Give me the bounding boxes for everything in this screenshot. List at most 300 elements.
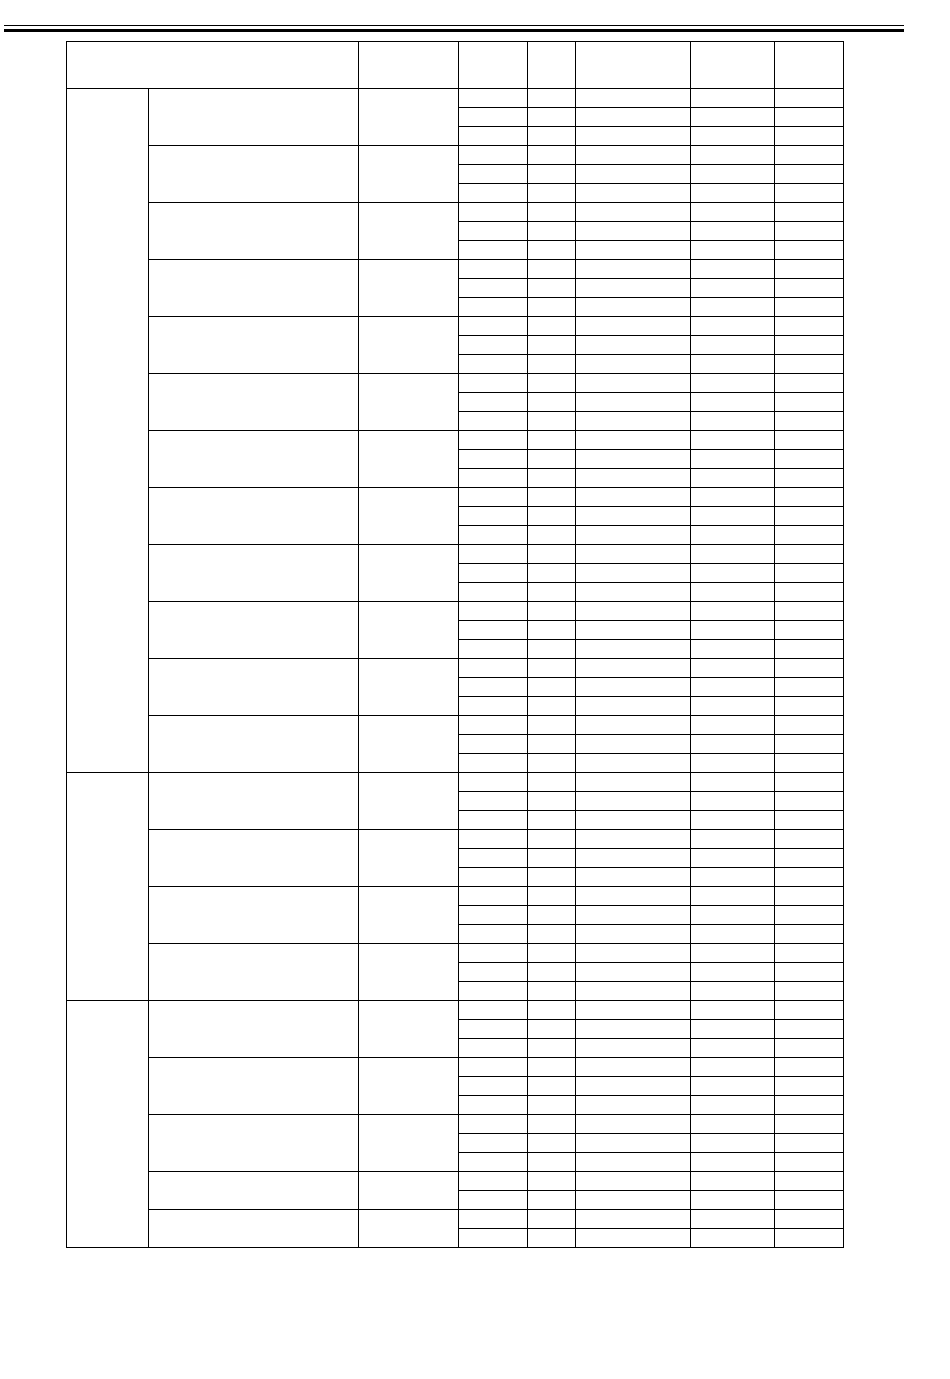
group-name-cell (149, 203, 359, 260)
value-cell (576, 1153, 691, 1172)
value-cell (459, 393, 528, 412)
group-name-cell (149, 317, 359, 374)
table-row (67, 1001, 844, 1020)
table-row (67, 887, 844, 906)
value-cell (691, 222, 775, 241)
group-name-cell (149, 146, 359, 203)
value-cell (691, 1058, 775, 1077)
group-code-cell (359, 431, 459, 488)
group-code-cell (359, 1058, 459, 1115)
table-row (67, 659, 844, 678)
value-cell (576, 887, 691, 906)
group-code-cell (359, 545, 459, 602)
value-cell (576, 925, 691, 944)
value-cell (528, 621, 576, 640)
value-cell (459, 203, 528, 222)
value-cell (459, 621, 528, 640)
value-cell (576, 431, 691, 450)
value-cell (459, 925, 528, 944)
value-cell (459, 754, 528, 773)
value-cell (576, 1191, 691, 1210)
table-row (67, 146, 844, 165)
value-cell (775, 583, 844, 602)
value-cell (691, 127, 775, 146)
value-cell (459, 165, 528, 184)
value-cell (775, 678, 844, 697)
value-cell (576, 89, 691, 108)
value-cell (691, 488, 775, 507)
value-cell (691, 754, 775, 773)
value-cell (576, 1115, 691, 1134)
value-cell (691, 811, 775, 830)
group-name-cell (149, 1058, 359, 1115)
value-cell (775, 355, 844, 374)
value-cell (576, 184, 691, 203)
group-name-cell (149, 659, 359, 716)
value-cell (459, 545, 528, 564)
value-cell (775, 735, 844, 754)
value-cell (775, 317, 844, 336)
value-cell (576, 317, 691, 336)
value-cell (691, 925, 775, 944)
value-cell (691, 944, 775, 963)
value-cell (576, 393, 691, 412)
value-cell (459, 792, 528, 811)
value-cell (459, 469, 528, 488)
value-cell (528, 336, 576, 355)
value-cell (576, 260, 691, 279)
group-code-cell (359, 317, 459, 374)
value-cell (459, 317, 528, 336)
value-cell (775, 1058, 844, 1077)
group-name-cell (149, 887, 359, 944)
value-cell (775, 640, 844, 659)
value-cell (576, 279, 691, 298)
table-row (67, 317, 844, 336)
value-cell (576, 811, 691, 830)
value-cell (459, 412, 528, 431)
value-cell (459, 241, 528, 260)
value-cell (775, 792, 844, 811)
value-cell (691, 241, 775, 260)
value-cell (528, 1077, 576, 1096)
value-cell (775, 925, 844, 944)
value-cell (691, 393, 775, 412)
value-cell (775, 1096, 844, 1115)
value-cell (576, 963, 691, 982)
value-cell (459, 1077, 528, 1096)
value-cell (691, 298, 775, 317)
table-header-row (67, 42, 844, 89)
value-cell (528, 488, 576, 507)
value-cell (528, 602, 576, 621)
value-cell (775, 222, 844, 241)
value-cell (528, 184, 576, 203)
header-cell-5 (576, 42, 691, 89)
value-cell (691, 1115, 775, 1134)
section-label-cell (67, 89, 149, 773)
value-cell (528, 526, 576, 545)
value-cell (528, 355, 576, 374)
table-row (67, 602, 844, 621)
value-cell (576, 906, 691, 925)
value-cell (576, 773, 691, 792)
value-cell (528, 545, 576, 564)
table-row (67, 431, 844, 450)
value-cell (576, 564, 691, 583)
value-cell (691, 1229, 775, 1248)
value-cell (576, 374, 691, 393)
value-cell (576, 1172, 691, 1191)
value-cell (528, 393, 576, 412)
value-cell (691, 146, 775, 165)
group-name-cell (149, 602, 359, 659)
value-cell (528, 792, 576, 811)
value-cell (576, 488, 691, 507)
group-code-cell (359, 488, 459, 545)
value-cell (459, 1058, 528, 1077)
value-cell (775, 1153, 844, 1172)
value-cell (691, 412, 775, 431)
value-cell (775, 450, 844, 469)
value-cell (528, 716, 576, 735)
value-cell (691, 640, 775, 659)
value-cell (775, 260, 844, 279)
value-cell (576, 298, 691, 317)
group-name-cell (149, 545, 359, 602)
value-cell (775, 1210, 844, 1229)
value-cell (459, 355, 528, 374)
group-code-cell (359, 374, 459, 431)
value-cell (459, 336, 528, 355)
value-cell (528, 89, 576, 108)
value-cell (775, 184, 844, 203)
value-cell (775, 1191, 844, 1210)
value-cell (528, 1020, 576, 1039)
value-cell (528, 754, 576, 773)
value-cell (459, 279, 528, 298)
value-cell (576, 146, 691, 165)
value-cell (775, 374, 844, 393)
table-row (67, 1058, 844, 1077)
value-cell (775, 488, 844, 507)
value-cell (775, 146, 844, 165)
value-cell (528, 925, 576, 944)
value-cell (775, 393, 844, 412)
value-cell (691, 336, 775, 355)
value-cell (775, 963, 844, 982)
value-cell (459, 507, 528, 526)
group-code-cell (359, 659, 459, 716)
value-cell (528, 963, 576, 982)
group-code-cell (359, 203, 459, 260)
value-cell (576, 621, 691, 640)
value-cell (528, 374, 576, 393)
value-cell (691, 564, 775, 583)
value-cell (528, 507, 576, 526)
group-code-cell (359, 89, 459, 146)
value-cell (691, 792, 775, 811)
value-cell (528, 735, 576, 754)
value-cell (691, 260, 775, 279)
group-name-cell (149, 716, 359, 773)
header-cell-3 (459, 42, 528, 89)
value-cell (775, 621, 844, 640)
value-cell (459, 868, 528, 887)
value-cell (576, 583, 691, 602)
value-cell (775, 545, 844, 564)
group-code-cell (359, 830, 459, 887)
value-cell (775, 697, 844, 716)
value-cell (459, 944, 528, 963)
value-cell (528, 146, 576, 165)
value-cell (528, 203, 576, 222)
value-cell (459, 1172, 528, 1191)
value-cell (775, 716, 844, 735)
value-cell (576, 754, 691, 773)
value-cell (576, 336, 691, 355)
value-cell (691, 697, 775, 716)
value-cell (459, 298, 528, 317)
value-cell (576, 222, 691, 241)
value-cell (775, 412, 844, 431)
value-cell (459, 716, 528, 735)
value-cell (576, 1229, 691, 1248)
value-cell (775, 564, 844, 583)
value-cell (528, 659, 576, 678)
value-cell (528, 1191, 576, 1210)
value-cell (576, 450, 691, 469)
table-row (67, 830, 844, 849)
value-cell (691, 830, 775, 849)
value-cell (459, 640, 528, 659)
value-cell (576, 659, 691, 678)
value-cell (775, 241, 844, 260)
value-cell (459, 735, 528, 754)
group-name-cell (149, 1210, 359, 1248)
value-cell (528, 412, 576, 431)
value-cell (576, 830, 691, 849)
value-cell (775, 849, 844, 868)
value-cell (576, 108, 691, 127)
value-cell (576, 165, 691, 184)
value-cell (775, 1001, 844, 1020)
value-cell (459, 906, 528, 925)
group-code-cell (359, 887, 459, 944)
value-cell (576, 1134, 691, 1153)
table-row (67, 488, 844, 507)
header-cell-1 (67, 42, 359, 89)
value-cell (528, 811, 576, 830)
value-cell (775, 526, 844, 545)
value-cell (775, 602, 844, 621)
value-cell (459, 1001, 528, 1020)
value-cell (459, 108, 528, 127)
value-cell (775, 906, 844, 925)
table-row (67, 203, 844, 222)
value-cell (691, 1134, 775, 1153)
value-cell (775, 89, 844, 108)
section-label-cell (67, 773, 149, 1001)
value-cell (528, 298, 576, 317)
header-cell-6 (691, 42, 775, 89)
value-cell (691, 1001, 775, 1020)
value-cell (528, 1172, 576, 1191)
value-cell (528, 431, 576, 450)
value-cell (691, 602, 775, 621)
value-cell (775, 279, 844, 298)
value-cell (528, 640, 576, 659)
value-cell (528, 678, 576, 697)
table-row (67, 773, 844, 792)
group-code-cell (359, 1115, 459, 1172)
group-code-cell (359, 716, 459, 773)
value-cell (775, 982, 844, 1001)
value-cell (528, 1039, 576, 1058)
value-cell (576, 982, 691, 1001)
value-cell (576, 526, 691, 545)
value-cell (775, 469, 844, 488)
value-cell (459, 146, 528, 165)
value-cell (576, 1096, 691, 1115)
value-cell (775, 431, 844, 450)
value-cell (459, 887, 528, 906)
value-cell (528, 1096, 576, 1115)
value-cell (576, 716, 691, 735)
section-label-cell (67, 1001, 149, 1248)
value-cell (528, 1210, 576, 1229)
value-cell (691, 317, 775, 336)
value-cell (459, 1115, 528, 1134)
value-cell (459, 602, 528, 621)
value-cell (775, 944, 844, 963)
value-cell (691, 1191, 775, 1210)
value-cell (691, 431, 775, 450)
value-cell (691, 450, 775, 469)
value-cell (691, 849, 775, 868)
value-cell (775, 1077, 844, 1096)
value-cell (691, 1153, 775, 1172)
value-cell (576, 469, 691, 488)
value-cell (528, 279, 576, 298)
value-cell (576, 127, 691, 146)
value-cell (459, 1096, 528, 1115)
value-cell (775, 336, 844, 355)
value-cell (691, 583, 775, 602)
group-name-cell (149, 488, 359, 545)
value-cell (775, 165, 844, 184)
value-cell (459, 450, 528, 469)
table-row (67, 1172, 844, 1191)
value-cell (775, 127, 844, 146)
table-row (67, 716, 844, 735)
value-cell (528, 469, 576, 488)
value-cell (459, 488, 528, 507)
value-cell (691, 184, 775, 203)
value-cell (528, 450, 576, 469)
value-cell (775, 1172, 844, 1191)
group-name-cell (149, 89, 359, 146)
group-code-cell (359, 1210, 459, 1248)
value-cell (528, 773, 576, 792)
value-cell (528, 1153, 576, 1172)
value-cell (528, 868, 576, 887)
value-cell (576, 792, 691, 811)
value-cell (528, 830, 576, 849)
value-cell (775, 659, 844, 678)
value-cell (459, 564, 528, 583)
value-cell (691, 108, 775, 127)
value-cell (528, 241, 576, 260)
value-cell (691, 469, 775, 488)
value-cell (691, 279, 775, 298)
group-code-cell (359, 944, 459, 1001)
value-cell (459, 1020, 528, 1039)
value-cell (691, 963, 775, 982)
group-name-cell (149, 1172, 359, 1210)
value-cell (528, 260, 576, 279)
header-cell-7 (775, 42, 844, 89)
value-cell (691, 1020, 775, 1039)
table-body (67, 42, 844, 1248)
value-cell (459, 1229, 528, 1248)
value-cell (576, 640, 691, 659)
value-cell (576, 849, 691, 868)
value-cell (775, 868, 844, 887)
group-code-cell (359, 1172, 459, 1210)
value-cell (775, 773, 844, 792)
value-cell (528, 583, 576, 602)
value-cell (528, 944, 576, 963)
value-cell (459, 678, 528, 697)
value-cell (459, 184, 528, 203)
group-name-cell (149, 431, 359, 488)
value-cell (576, 1058, 691, 1077)
value-cell (691, 507, 775, 526)
value-cell (459, 773, 528, 792)
value-cell (528, 1115, 576, 1134)
value-cell (691, 355, 775, 374)
value-cell (576, 241, 691, 260)
value-cell (528, 697, 576, 716)
value-cell (459, 1191, 528, 1210)
value-cell (775, 507, 844, 526)
value-cell (528, 222, 576, 241)
value-cell (576, 735, 691, 754)
value-cell (528, 165, 576, 184)
value-cell (459, 849, 528, 868)
value-cell (775, 754, 844, 773)
group-name-cell (149, 830, 359, 887)
value-cell (528, 982, 576, 1001)
value-cell (459, 811, 528, 830)
header-rule-thick (4, 29, 904, 32)
value-cell (576, 355, 691, 374)
value-cell (528, 1001, 576, 1020)
value-cell (691, 678, 775, 697)
value-cell (691, 1077, 775, 1096)
value-cell (691, 868, 775, 887)
value-cell (459, 431, 528, 450)
group-name-cell (149, 260, 359, 317)
value-cell (528, 1229, 576, 1248)
value-cell (691, 735, 775, 754)
group-code-cell (359, 602, 459, 659)
value-cell (691, 203, 775, 222)
value-cell (459, 89, 528, 108)
value-cell (576, 412, 691, 431)
table-row (67, 1210, 844, 1229)
